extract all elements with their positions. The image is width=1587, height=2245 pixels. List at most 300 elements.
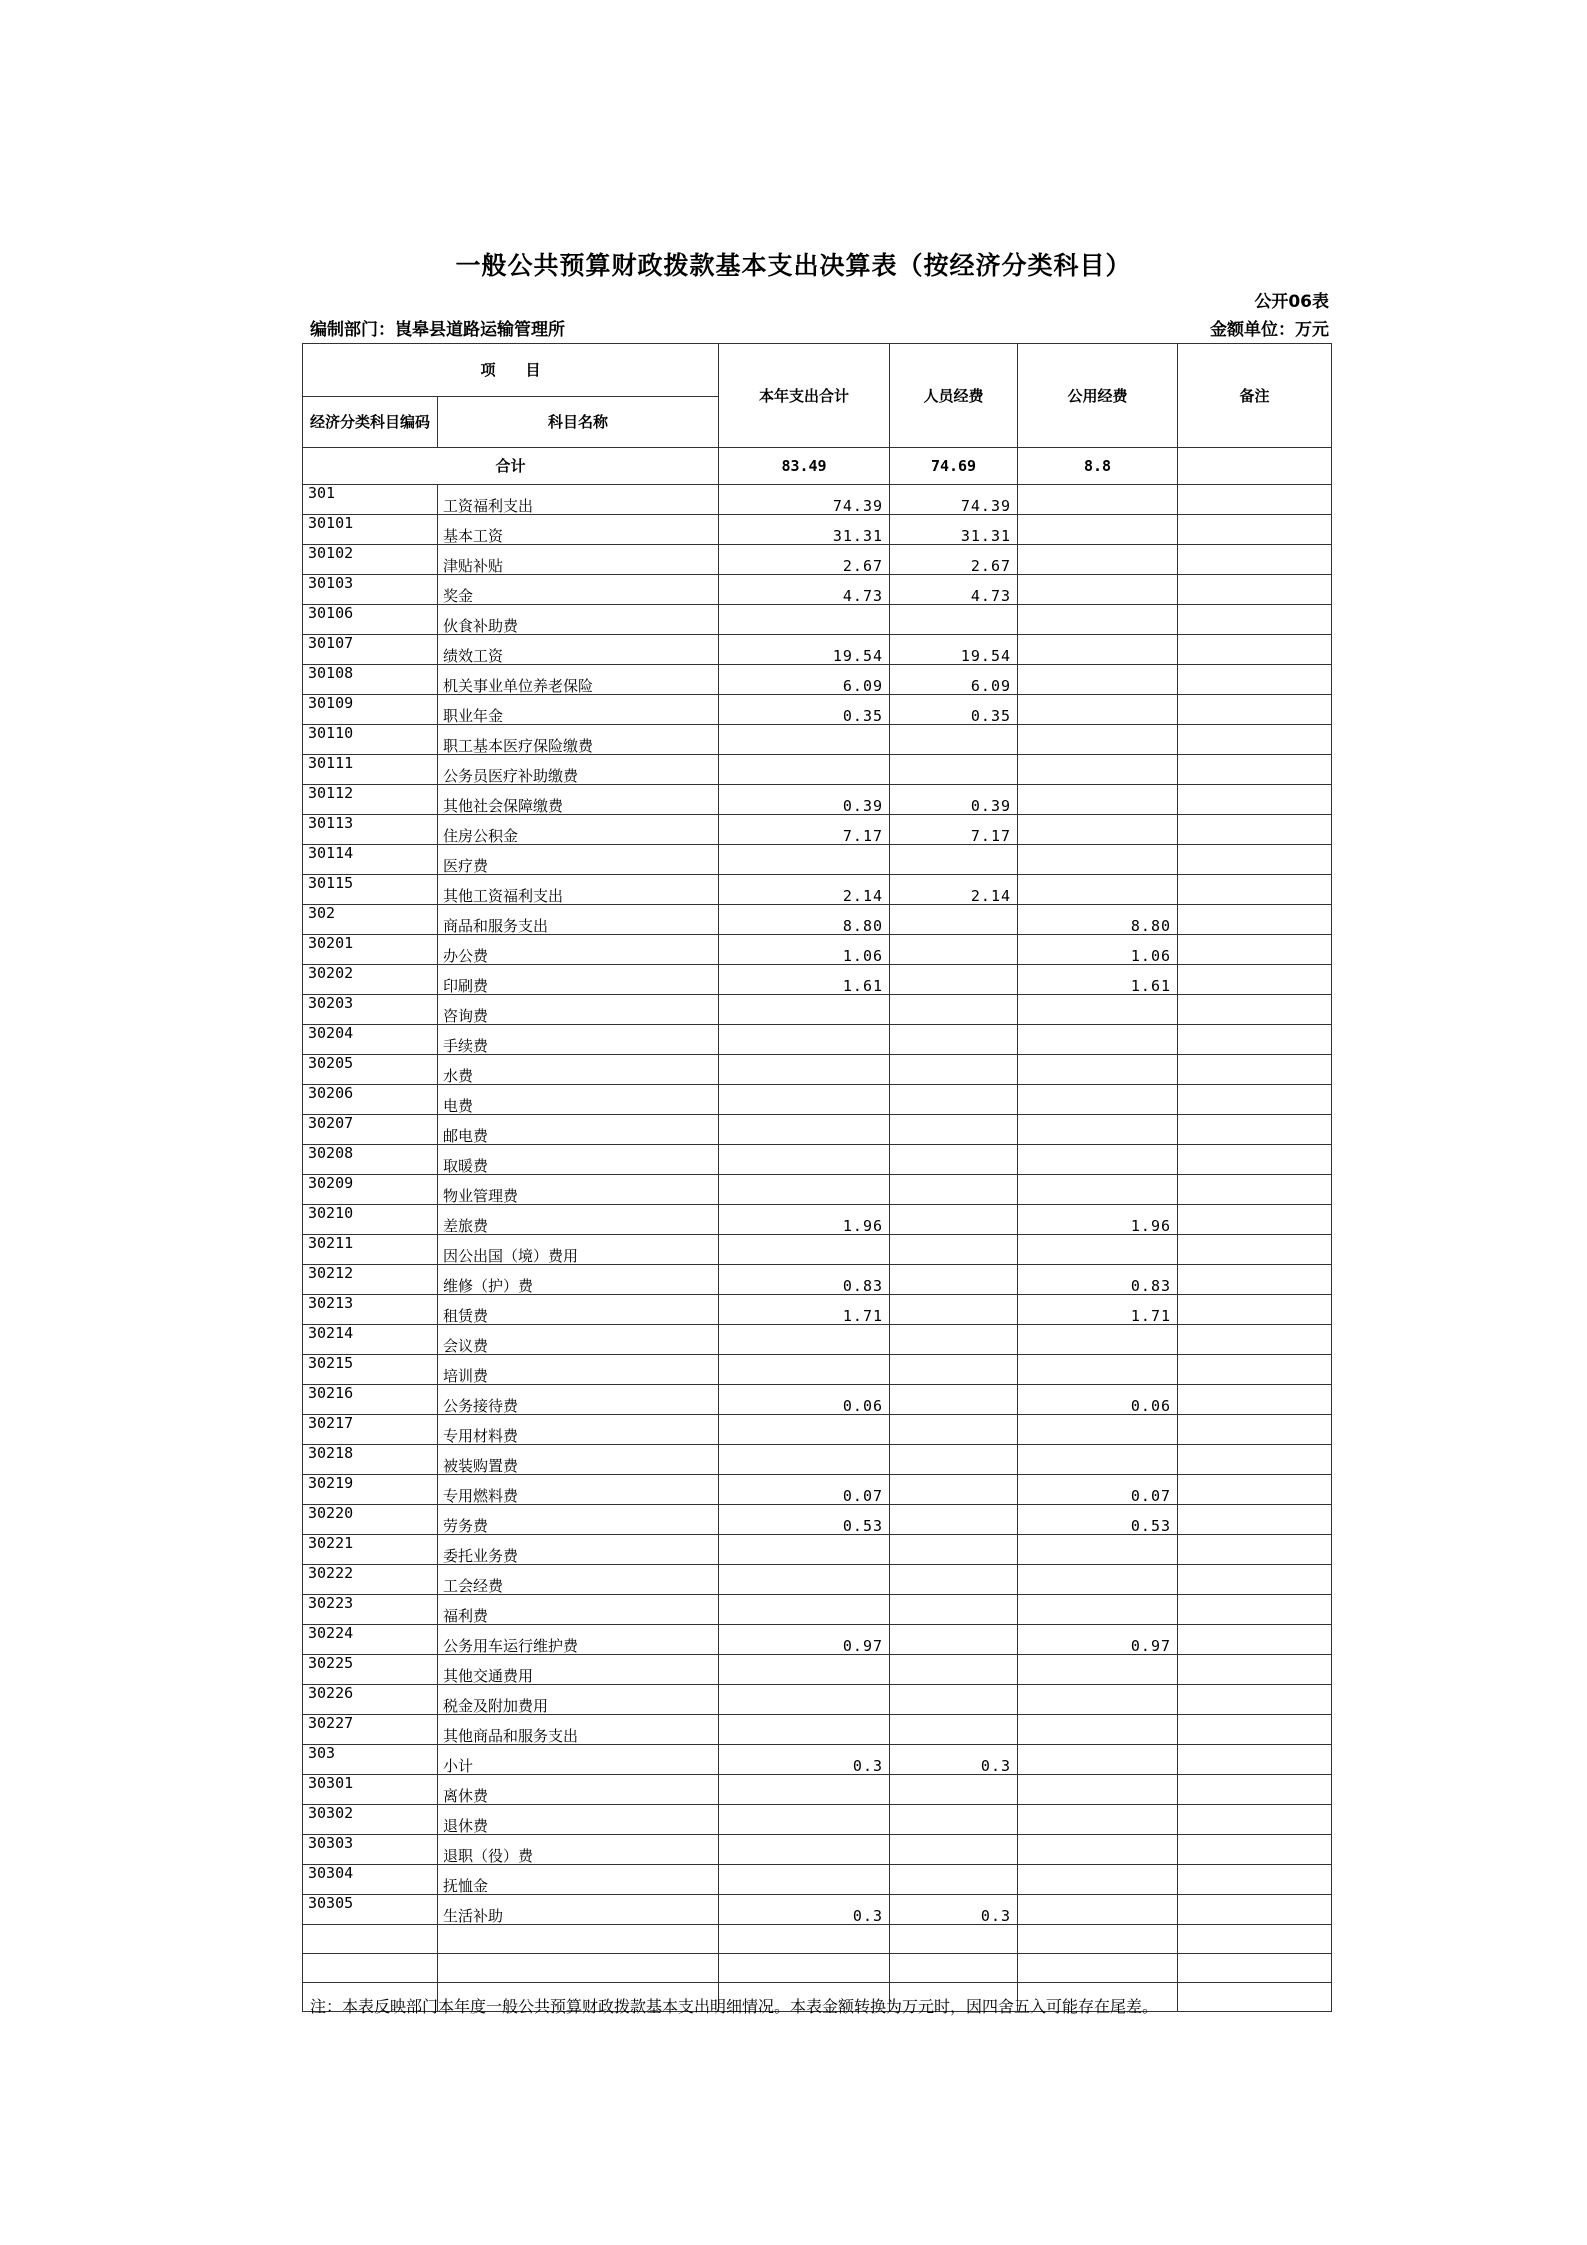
cell-public: [1018, 1355, 1178, 1385]
cell-remark: [1178, 965, 1332, 995]
cell-code: 30108: [303, 665, 438, 695]
cell-name: 差旅费: [438, 1205, 719, 1235]
cell-name: 抚恤金: [438, 1865, 719, 1895]
cell-public: 0.53: [1018, 1505, 1178, 1535]
cell-name: 物业管理费: [438, 1175, 719, 1205]
cell-total: 0.83: [719, 1265, 890, 1295]
cell-total: 0.06: [719, 1385, 890, 1415]
cell-name: 税金及附加费用: [438, 1685, 719, 1715]
cell-public: [1018, 1235, 1178, 1265]
total-label: 合计: [303, 448, 719, 485]
table-row: [303, 1325, 1332, 1355]
cell-remark: [1178, 1085, 1332, 1115]
table-row: [303, 1385, 1332, 1415]
table-row: [303, 1895, 1332, 1925]
table-row: [303, 875, 1332, 905]
cell-remark: [1178, 1385, 1332, 1415]
cell-remark: [1178, 755, 1332, 785]
cell-total: [719, 1115, 890, 1145]
cell-code: 30223: [303, 1595, 438, 1625]
cell-personnel: [890, 1115, 1018, 1145]
cell-remark: [1178, 875, 1332, 905]
cell-public: [1018, 1595, 1178, 1625]
cell-public: [1018, 1325, 1178, 1355]
blank-cell: [303, 1954, 438, 1983]
cell-name: 奖金: [438, 575, 719, 605]
cell-code: 30227: [303, 1715, 438, 1745]
header-total: 本年支出合计: [719, 344, 890, 448]
cell-public: [1018, 1745, 1178, 1775]
cell-remark: [1178, 1205, 1332, 1235]
cell-total: [719, 1445, 890, 1475]
cell-personnel: [890, 1235, 1018, 1265]
header-item: 项 目: [303, 344, 719, 397]
cell-name: 住房公积金: [438, 815, 719, 845]
cell-public: [1018, 515, 1178, 545]
cell-code: 30220: [303, 1505, 438, 1535]
cell-personnel: [890, 1445, 1018, 1475]
cell-remark: [1178, 575, 1332, 605]
cell-personnel: 0.3: [890, 1745, 1018, 1775]
cell-personnel: [890, 1055, 1018, 1085]
cell-total: 8.80: [719, 905, 890, 935]
cell-personnel: [890, 1385, 1018, 1415]
cell-code: 30217: [303, 1415, 438, 1445]
cell-public: [1018, 1115, 1178, 1145]
cell-name: 其他商品和服务支出: [438, 1715, 719, 1745]
cell-remark: [1178, 905, 1332, 935]
table-row: [303, 995, 1332, 1025]
total-row: [303, 448, 1332, 485]
cell-remark: [1178, 815, 1332, 845]
cell-total: [719, 755, 890, 785]
cell-personnel: 2.14: [890, 875, 1018, 905]
cell-remark: [1178, 1175, 1332, 1205]
cell-personnel: [890, 1715, 1018, 1745]
cell-total: 0.3: [719, 1895, 890, 1925]
cell-name: 医疗费: [438, 845, 719, 875]
cell-personnel: [890, 1865, 1018, 1895]
cell-personnel: [890, 755, 1018, 785]
cell-personnel: [890, 1265, 1018, 1295]
cell-remark: [1178, 1325, 1332, 1355]
table-row: [303, 1775, 1332, 1805]
cell-name: 印刷费: [438, 965, 719, 995]
cell-public: [1018, 545, 1178, 575]
table-row: [303, 1265, 1332, 1295]
cell-public: 0.97: [1018, 1625, 1178, 1655]
cell-personnel: [890, 1025, 1018, 1055]
cell-total: [719, 605, 890, 635]
cell-personnel: [890, 1355, 1018, 1385]
cell-remark: [1178, 725, 1332, 755]
cell-code: 30208: [303, 1145, 438, 1175]
cell-personnel: 19.54: [890, 635, 1018, 665]
cell-code: 30211: [303, 1235, 438, 1265]
cell-name: 津贴补贴: [438, 545, 719, 575]
cell-remark: [1178, 1055, 1332, 1085]
cell-remark: [1178, 635, 1332, 665]
header-remark: 备注: [1178, 344, 1332, 448]
cell-personnel: [890, 1535, 1018, 1565]
total-personnel: 74.69: [890, 448, 1018, 485]
cell-total: [719, 725, 890, 755]
cell-public: [1018, 1685, 1178, 1715]
cell-total: [719, 1325, 890, 1355]
cell-name: 基本工资: [438, 515, 719, 545]
table-row: [303, 695, 1332, 725]
cell-code: 30222: [303, 1565, 438, 1595]
cell-code: 30114: [303, 845, 438, 875]
cell-name: 小计: [438, 1745, 719, 1775]
cell-remark: [1178, 485, 1332, 515]
cell-code: 30302: [303, 1805, 438, 1835]
cell-total: [719, 1085, 890, 1115]
cell-code: 30202: [303, 965, 438, 995]
cell-name: 退职（役）费: [438, 1835, 719, 1865]
cell-code: 30110: [303, 725, 438, 755]
cell-remark: [1178, 1475, 1332, 1505]
cell-personnel: [890, 1685, 1018, 1715]
cell-name: 福利费: [438, 1595, 719, 1625]
cell-code: 30303: [303, 1835, 438, 1865]
cell-public: [1018, 695, 1178, 725]
cell-total: 0.53: [719, 1505, 890, 1535]
cell-total: 0.35: [719, 695, 890, 725]
cell-remark: [1178, 665, 1332, 695]
cell-total: 1.96: [719, 1205, 890, 1235]
cell-public: [1018, 995, 1178, 1025]
blank-cell: [890, 1954, 1018, 1983]
cell-remark: [1178, 1535, 1332, 1565]
cell-name: 维修（护）费: [438, 1265, 719, 1295]
cell-public: [1018, 1415, 1178, 1445]
cell-total: 74.39: [719, 485, 890, 515]
cell-name: 绩效工资: [438, 635, 719, 665]
cell-public: 1.61: [1018, 965, 1178, 995]
cell-remark: [1178, 1595, 1332, 1625]
cell-total: 0.39: [719, 785, 890, 815]
table-row: [303, 1655, 1332, 1685]
cell-personnel: [890, 845, 1018, 875]
cell-remark: [1178, 935, 1332, 965]
blank-cell: [719, 1954, 890, 1983]
cell-code: 30204: [303, 1025, 438, 1055]
cell-name: 手续费: [438, 1025, 719, 1055]
cell-total: [719, 1415, 890, 1445]
cell-total: [719, 1025, 890, 1055]
cell-name: 专用材料费: [438, 1415, 719, 1445]
table-row: [303, 815, 1332, 845]
cell-remark: [1178, 605, 1332, 635]
cell-personnel: 0.35: [890, 695, 1018, 725]
blank-cell: [890, 1925, 1018, 1954]
page-title: 一般公共预算财政拨款基本支出决算表（按经济分类科目）: [455, 251, 1132, 280]
cell-name: 专用燃料费: [438, 1475, 719, 1505]
cell-public: [1018, 1805, 1178, 1835]
cell-total: [719, 1595, 890, 1625]
cell-total: [719, 1535, 890, 1565]
cell-public: [1018, 1535, 1178, 1565]
table-row: [303, 965, 1332, 995]
cell-name: 职业年金: [438, 695, 719, 725]
blank-cell: [1018, 1954, 1178, 1983]
cell-code: 30111: [303, 755, 438, 785]
table-row: [303, 845, 1332, 875]
cell-remark: [1178, 995, 1332, 1025]
cell-code: 30115: [303, 875, 438, 905]
total-amount: 83.49: [719, 448, 890, 485]
table-row: [303, 1145, 1332, 1175]
unit-label: 金额单位：万元: [1210, 320, 1329, 340]
blank-cell: [438, 1954, 719, 1983]
table-row: [303, 1085, 1332, 1115]
cell-remark: [1178, 1025, 1332, 1055]
cell-personnel: [890, 1595, 1018, 1625]
cell-name: 公务用车运行维护费: [438, 1625, 719, 1655]
blank-cell: [1018, 1925, 1178, 1954]
table-row: [303, 905, 1332, 935]
cell-public: [1018, 1055, 1178, 1085]
cell-public: 1.96: [1018, 1205, 1178, 1235]
cell-total: [719, 845, 890, 875]
cell-name: 其他交通费用: [438, 1655, 719, 1685]
cell-remark: [1178, 515, 1332, 545]
cell-personnel: 31.31: [890, 515, 1018, 545]
total-public: 8.8: [1018, 448, 1178, 485]
cell-name: 其他社会保障缴费: [438, 785, 719, 815]
cell-total: 7.17: [719, 815, 890, 845]
cell-name: 水费: [438, 1055, 719, 1085]
cell-public: [1018, 1025, 1178, 1055]
cell-name: 职工基本医疗保险缴费: [438, 725, 719, 755]
cell-personnel: [890, 935, 1018, 965]
cell-public: [1018, 605, 1178, 635]
cell-public: [1018, 755, 1178, 785]
cell-personnel: [890, 1415, 1018, 1445]
cell-personnel: [890, 905, 1018, 935]
table-row: [303, 1415, 1332, 1445]
cell-remark: [1178, 545, 1332, 575]
cell-total: [719, 1775, 890, 1805]
cell-total: 0.07: [719, 1475, 890, 1505]
cell-public: 0.83: [1018, 1265, 1178, 1295]
cell-remark: [1178, 1835, 1332, 1865]
cell-public: [1018, 665, 1178, 695]
cell-name: 委托业务费: [438, 1535, 719, 1565]
blank-cell: [1178, 1925, 1332, 1954]
cell-personnel: 4.73: [890, 575, 1018, 605]
cell-code: 30219: [303, 1475, 438, 1505]
cell-code: 30218: [303, 1445, 438, 1475]
table-row: [303, 1535, 1332, 1565]
cell-personnel: 74.39: [890, 485, 1018, 515]
cell-total: 6.09: [719, 665, 890, 695]
cell-remark: [1178, 1715, 1332, 1745]
cell-code: 30203: [303, 995, 438, 1025]
cell-personnel: [890, 1505, 1018, 1535]
cell-public: [1018, 875, 1178, 905]
cell-public: [1018, 785, 1178, 815]
header-public: 公用经费: [1018, 344, 1178, 448]
cell-remark: [1178, 1865, 1332, 1895]
cell-code: 30106: [303, 605, 438, 635]
cell-total: [719, 1055, 890, 1085]
cell-code: 30209: [303, 1175, 438, 1205]
cell-public: [1018, 1565, 1178, 1595]
cell-remark: [1178, 1805, 1332, 1835]
table-row: [303, 1205, 1332, 1235]
cell-total: [719, 1355, 890, 1385]
cell-code: 30212: [303, 1265, 438, 1295]
cell-name: 工会经费: [438, 1565, 719, 1595]
cell-public: 1.06: [1018, 935, 1178, 965]
cell-total: [719, 1655, 890, 1685]
cell-remark: [1178, 1745, 1332, 1775]
cell-code: 30224: [303, 1625, 438, 1655]
blank-row: [303, 1925, 1332, 1954]
cell-public: [1018, 1085, 1178, 1115]
cell-personnel: [890, 725, 1018, 755]
cell-total: [719, 1235, 890, 1265]
table-row: [303, 545, 1332, 575]
cell-remark: [1178, 1235, 1332, 1265]
cell-public: [1018, 1175, 1178, 1205]
cell-name: 办公费: [438, 935, 719, 965]
cell-personnel: [890, 1805, 1018, 1835]
cell-total: [719, 1835, 890, 1865]
table-row: [303, 1745, 1332, 1775]
cell-name: 生活补助: [438, 1895, 719, 1925]
cell-code: 30226: [303, 1685, 438, 1715]
cell-name: 电费: [438, 1085, 719, 1115]
cell-public: [1018, 635, 1178, 665]
cell-code: 30207: [303, 1115, 438, 1145]
cell-name: 劳务费: [438, 1505, 719, 1535]
cell-code: 30216: [303, 1385, 438, 1415]
cell-personnel: [890, 1325, 1018, 1355]
cell-name: 伙食补助费: [438, 605, 719, 635]
blank-cell: [438, 1925, 719, 1954]
cell-public: [1018, 575, 1178, 605]
cell-code: 30213: [303, 1295, 438, 1325]
cell-name: 退休费: [438, 1805, 719, 1835]
cell-public: [1018, 1445, 1178, 1475]
cell-personnel: [890, 1145, 1018, 1175]
cell-remark: [1178, 1655, 1332, 1685]
cell-remark: [1178, 785, 1332, 815]
blank-cell: [719, 1925, 890, 1954]
form-number: 公开06表: [1254, 292, 1329, 312]
table-row: [303, 1295, 1332, 1325]
table-row: [303, 1625, 1332, 1655]
cell-name: 商品和服务支出: [438, 905, 719, 935]
table-row: [303, 635, 1332, 665]
cell-public: [1018, 1715, 1178, 1745]
cell-personnel: [890, 1475, 1018, 1505]
cell-personnel: 6.09: [890, 665, 1018, 695]
cell-public: [1018, 485, 1178, 515]
cell-code: 30221: [303, 1535, 438, 1565]
cell-personnel: [890, 1835, 1018, 1865]
cell-remark: [1178, 1115, 1332, 1145]
cell-remark: [1178, 695, 1332, 725]
table-row: [303, 665, 1332, 695]
cell-code: 303: [303, 1745, 438, 1775]
cell-code: 302: [303, 905, 438, 935]
cell-code: 30113: [303, 815, 438, 845]
cell-remark: [1178, 1895, 1332, 1925]
cell-public: [1018, 1895, 1178, 1925]
cell-name: 机关事业单位养老保险: [438, 665, 719, 695]
cell-code: 301: [303, 485, 438, 515]
cell-total: 1.06: [719, 935, 890, 965]
cell-code: 30101: [303, 515, 438, 545]
cell-remark: [1178, 1265, 1332, 1295]
cell-name: 邮电费: [438, 1115, 719, 1145]
cell-name: 被装购置费: [438, 1445, 719, 1475]
cell-total: [719, 1805, 890, 1835]
table-row: [303, 605, 1332, 635]
cell-name: 其他工资福利支出: [438, 875, 719, 905]
cell-public: 0.07: [1018, 1475, 1178, 1505]
cell-name: 工资福利支出: [438, 485, 719, 515]
cell-code: 30304: [303, 1865, 438, 1895]
cell-code: 30214: [303, 1325, 438, 1355]
cell-personnel: 7.17: [890, 815, 1018, 845]
cell-name: 公务接待费: [438, 1385, 719, 1415]
cell-code: 30210: [303, 1205, 438, 1235]
cell-code: 30225: [303, 1655, 438, 1685]
total-remark: [1178, 448, 1332, 485]
table-row: [303, 1805, 1332, 1835]
table-row: [303, 515, 1332, 545]
cell-public: [1018, 1835, 1178, 1865]
cell-personnel: [890, 1085, 1018, 1115]
table-row: [303, 1175, 1332, 1205]
cell-personnel: [890, 1775, 1018, 1805]
cell-remark: [1178, 1445, 1332, 1475]
header-code: 经济分类科目编码: [303, 397, 438, 448]
cell-personnel: [890, 1655, 1018, 1685]
header-name: 科目名称: [438, 397, 719, 448]
cell-public: [1018, 815, 1178, 845]
table-row: [303, 1355, 1332, 1385]
cell-code: 30102: [303, 545, 438, 575]
cell-total: [719, 1865, 890, 1895]
cell-total: 0.97: [719, 1625, 890, 1655]
cell-public: 1.71: [1018, 1295, 1178, 1325]
cell-name: 因公出国（境）费用: [438, 1235, 719, 1265]
cell-personnel: [890, 965, 1018, 995]
cell-total: [719, 1145, 890, 1175]
table-row: [303, 1445, 1332, 1475]
cell-remark: [1178, 1355, 1332, 1385]
cell-public: 0.06: [1018, 1385, 1178, 1415]
cell-remark: [1178, 1625, 1332, 1655]
cell-code: 30107: [303, 635, 438, 665]
cell-name: 取暖费: [438, 1145, 719, 1175]
cell-name: 租赁费: [438, 1295, 719, 1325]
cell-personnel: 2.67: [890, 545, 1018, 575]
cell-public: [1018, 1775, 1178, 1805]
table-row: [303, 1235, 1332, 1265]
department-label: 编制部门：崀皋县道路运输管理所: [310, 320, 565, 340]
cell-code: 30103: [303, 575, 438, 605]
cell-personnel: 0.3: [890, 1895, 1018, 1925]
cell-total: [719, 1685, 890, 1715]
table-row: [303, 1715, 1332, 1745]
